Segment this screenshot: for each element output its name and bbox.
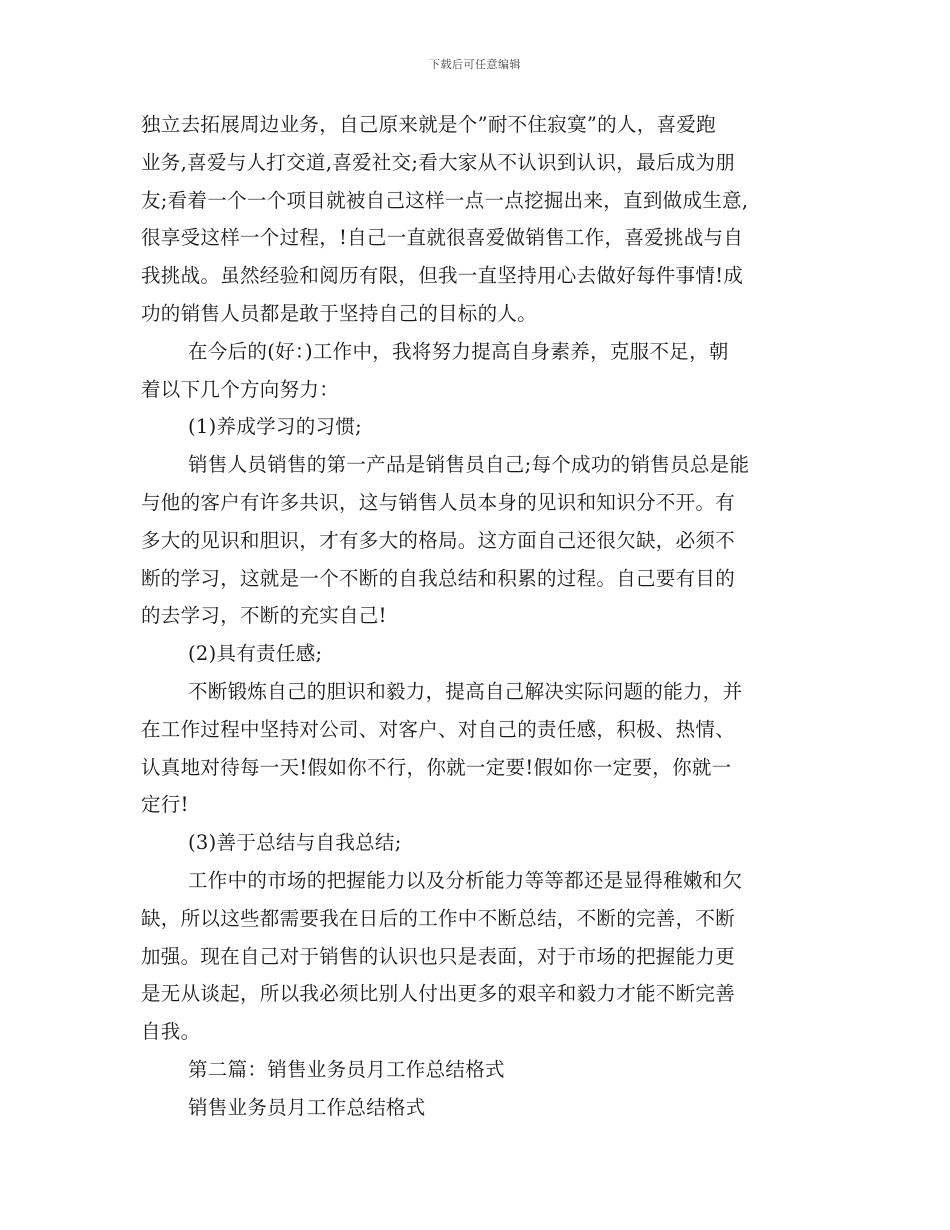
text-line: 在工作过程中坚持对公司、对客户、对自己的责任感，积极、热情、 [141,717,736,741]
text-line: 自我。 [141,1020,201,1044]
document-body [141,106,821,1127]
text-line: 是无从谈起，所以我必须比别人付出更多的艰辛和毅力才能不断完善 [141,982,736,1006]
section-heading-1: (1)养成学习的习惯; [188,415,362,439]
text-line: 独立去拓展周边业务，自己原来就是个”耐不住寂寞”的人，喜爱跑 [141,113,716,136]
section-heading-3: (3)善于总结与自我总结; [188,831,402,855]
chapter-subtitle: 销售业务员月工作总结格式 [188,1095,426,1119]
text-line: 多大的见识和胆识，才有多大的格局。这方面自己还很欠缺，必须不 [141,528,736,552]
section-heading-2: (2)具有责任感; [188,642,323,666]
paragraph-start-line: 销售人员销售的第一产品是销售员自己;每个成功的销售员总是能 [188,453,750,477]
text-line: 我挑战。虽然经验和阅历有限，但我一直坚持用心去做好每件事情!成 [141,264,744,288]
text-line: 加强。现在自己对于销售的认识也只是表面，对于市场的把握能力更 [141,944,736,968]
text-line: 认真地对待每一天!假如你不行，你就一定要!假如你一定要，你就一 [141,755,732,779]
paragraph-start-line: 在今后的(好：)工作中，我将努力提高自身素养，克服不足，朝 [188,339,729,363]
text-line: 的去学习，不断的充实自己! [141,604,387,628]
text-line: 断的学习，这就是一个不断的自我总结和积累的过程。自己要有目的 [141,566,736,590]
paragraph-start-line: 不断锻炼自己的胆识和毅力，提高自己解决实际问题的能力，并 [188,679,743,703]
paragraph-start-line: 工作中的市场的把握能力以及分析能力等等都还是显得稚嫩和欠 [188,868,743,892]
chapter-title: 第二篇：销售业务员月工作总结格式 [188,1057,505,1081]
text-line: 很享受这样一个过程，!自己一直就很喜爱做销售工作，喜爱挑战与自 [141,226,744,250]
text-line: 业务,喜爱与人打交道,喜爱社交;看大家从不认识到认识，最后成为朋 [141,150,736,174]
page-header-note: 下载后可任意编辑 [429,58,521,71]
text-line: 功的销售人员都是敢于坚持自己的目标的人。 [141,301,538,325]
text-line: 友;看着一个一个项目就被自己这样一点一点挖掘出来，直到做成生意, [141,188,749,212]
text-line: 与他的客户有许多共识，这与销售人员本身的见识和知识分不开。有 [141,490,736,514]
text-line: 缺，所以这些都需要我在日后的工作中不断总结，不断的完善，不断 [141,906,736,930]
text-line: 定行! [141,793,189,817]
text-line: 着以下几个方向努力： [141,377,340,401]
